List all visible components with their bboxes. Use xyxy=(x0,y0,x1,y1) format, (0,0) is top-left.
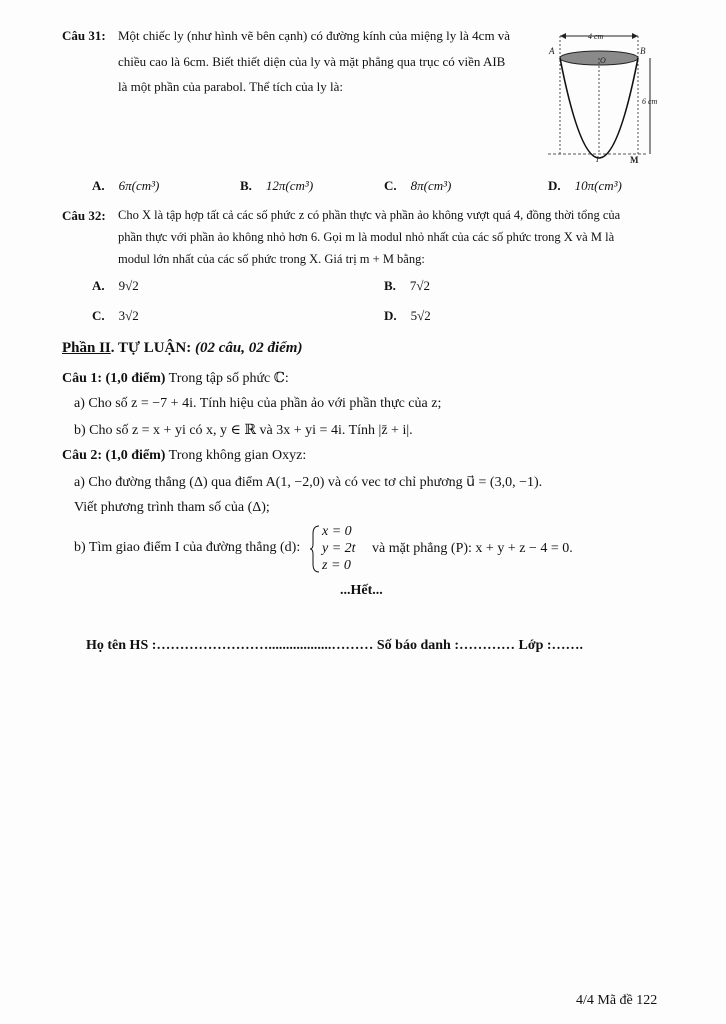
essay2-part-b-suffix: và mặt phẳng (P): x + y + z − 4 = 0. xyxy=(372,541,573,556)
height-label: 6 cm xyxy=(642,97,658,106)
system-eq3: z = 0 xyxy=(322,558,351,573)
q32-text-line3: modul lớn nhất của các số phức trong X. Giá trị m + M bằng: xyxy=(118,252,425,266)
q32-text-line2: phần thực với phần ảo không nhỏ hơn 6. Gọi m là modul nhỏ nhất của các số phức trong X và M là xyxy=(118,230,615,244)
q32-label: Câu 32: xyxy=(62,208,106,223)
point-i-label: I xyxy=(596,155,599,164)
point-b-label: B xyxy=(640,46,646,56)
essay2-part-a-line1: a) Cho đường thẳng (Δ) qua điểm A(1, −2,0) và có vec tơ chỉ phương u⃗ = (3,0, −1). xyxy=(74,475,543,490)
width-label: 4 cm xyxy=(588,32,604,41)
part2-heading: Phần II. TỰ LUẬN: (02 câu, 02 điểm) xyxy=(62,340,303,356)
essay2-part-b-prefix: b) Tìm giao điểm I của đường thẳng (d): xyxy=(74,540,301,555)
q31-option-a: A. 6π(cm³) xyxy=(92,178,160,193)
point-m-label: M xyxy=(630,155,639,165)
q32-option-b: B. 7√2 xyxy=(384,278,431,293)
point-a-label: A xyxy=(549,46,555,56)
q32-option-a: A. 9√2 xyxy=(92,278,139,293)
cup-figure xyxy=(540,26,670,171)
system-eq2: y = 2t xyxy=(322,541,356,556)
q32-option-d: D. 5√2 xyxy=(384,308,431,323)
q31-option-b: B. 12π(cm³) xyxy=(240,178,314,193)
essay1-part-b: b) Cho số z = x + yi có x, y ∈ ℝ và 3x + yi = 4i. Tính |z̄ + i|. xyxy=(74,423,413,438)
student-info-line: Họ tên HS :……………………..................……… Số báo danh :………… Lớp :……. xyxy=(86,638,584,653)
q31-text-line1: Một chiếc ly (như hình vẽ bên cạnh) có đường kính của miệng ly là 4cm và xyxy=(118,28,511,43)
essay2-part-a-line2: Viết phương trình tham số của (Δ); xyxy=(74,500,270,515)
point-o-label: O xyxy=(600,56,606,65)
essay2-heading: Câu 2: (1,0 điểm) Trong không gian Oxyz: xyxy=(62,448,307,463)
system-eq1: x = 0 xyxy=(322,524,352,539)
q31-option-c: C. 8π(cm³) xyxy=(384,178,452,193)
q32-option-c: C. 3√2 xyxy=(92,308,139,323)
page-footer: 4/4 Mã đề 122 xyxy=(576,993,658,1008)
q31-text-line3: là một phần của parabol. Thể tích của ly là: xyxy=(118,79,344,94)
q31-text-line2: chiều cao là 6cm. Biết thiết diện của ly và mặt phẳng qua trục có viền AIB xyxy=(118,54,506,69)
end-mark: ...Hết... xyxy=(340,583,383,598)
q32-text-line1: Cho X là tập hợp tất cả các số phức z có phần thực và phần ảo không vượt quá 4, đồng thời tổng của xyxy=(118,208,621,222)
q31-option-d: D. 10π(cm³) xyxy=(548,178,622,193)
essay1-part-a: a) Cho số z = −7 + 4i. Tính hiệu của phần ảo với phần thực của z; xyxy=(74,396,442,411)
system-brace xyxy=(310,524,320,574)
q31-label: Câu 31: xyxy=(62,28,106,43)
essay1-heading: Câu 1: (1,0 điểm) Trong tập số phức ℂ: xyxy=(62,371,289,386)
